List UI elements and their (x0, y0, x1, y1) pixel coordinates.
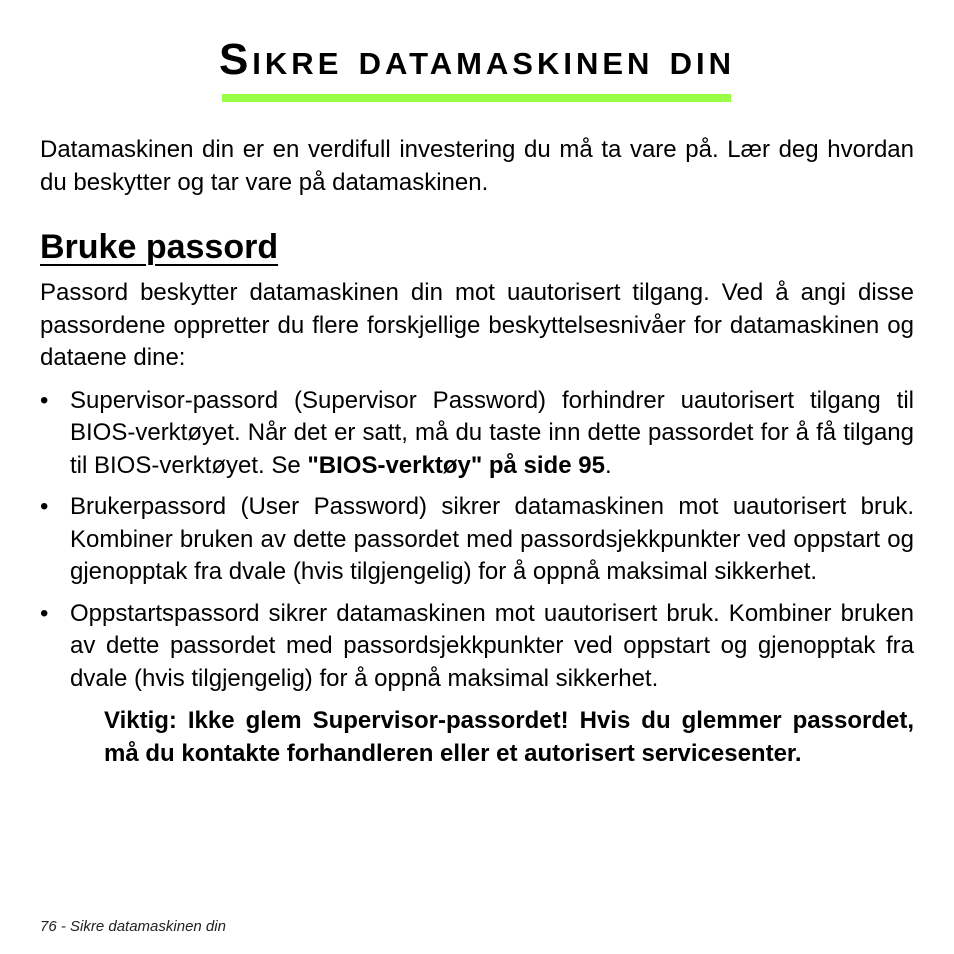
bullet-icon: • (40, 493, 49, 520)
intro-paragraph: Datamaskinen din er en verdifull investering du må ta vare på. Lær deg hvordan du beskytter og tar vare på datamaskinen. (40, 136, 914, 196)
bios-cross-reference-link[interactable]: "BIOS-verktøy" på side 95 (307, 451, 605, 479)
bullet-icon: • (40, 386, 49, 414)
title-underline-bar (222, 94, 731, 102)
list-item-boot-password (40, 598, 914, 696)
page-footer: 76 - Sikre datamaskinen din (40, 918, 226, 935)
password-list (40, 385, 914, 696)
list-item-tail: . (604, 451, 612, 479)
important-note: Viktig: Ikke glem Supervisor-passordet! Hvis du glemmer passordet, må du kontakte forhandleren eller et autorisert servicesenter. (104, 707, 914, 767)
section-heading: Bruke passord (40, 228, 279, 266)
page-content (40, 134, 914, 770)
list-item-supervisor-password (40, 385, 914, 483)
list-item-text: Supervisor-passord (Supervisor Password) forhindrer uautorisert tilgang til BIOS-verktøyet. Når det er satt, må du taste inn dette passordet for å få tilgang til BIOS-verktøyet. Se (70, 386, 914, 479)
page-title: Sikre datamaskinen din (218, 35, 736, 84)
list-item-text: Oppstartspassord sikrer datamaskinen mot uautorisert bruk. Kombiner bruken av dette passordet med passordsjekkpunkter ved oppstart og gjenopptak fra dvale (hvis tilgjengelig) for å oppnå maksimal sikkerhet. (70, 599, 914, 692)
bullet-icon: • (40, 599, 49, 627)
section-intro-paragraph: Passord beskytter datamaskinen din mot uautorisert tilgang. Ved å angi disse passordene oppretter du flere forskjellige beskyttelsesnivåer for datamaskinen og dataene dine: (40, 279, 914, 371)
list-item-user-password (40, 491, 914, 589)
list-item-text: Brukerpassord (User Password) sikrer datamaskinen mot uautorisert bruk. Kombiner bruken av dette passordet med passordsjekkpunkter ved oppstart og gjenopptak fra dvale (hvis tilgjengelig) for å oppnå maksimal sikkerhet. (70, 493, 914, 585)
